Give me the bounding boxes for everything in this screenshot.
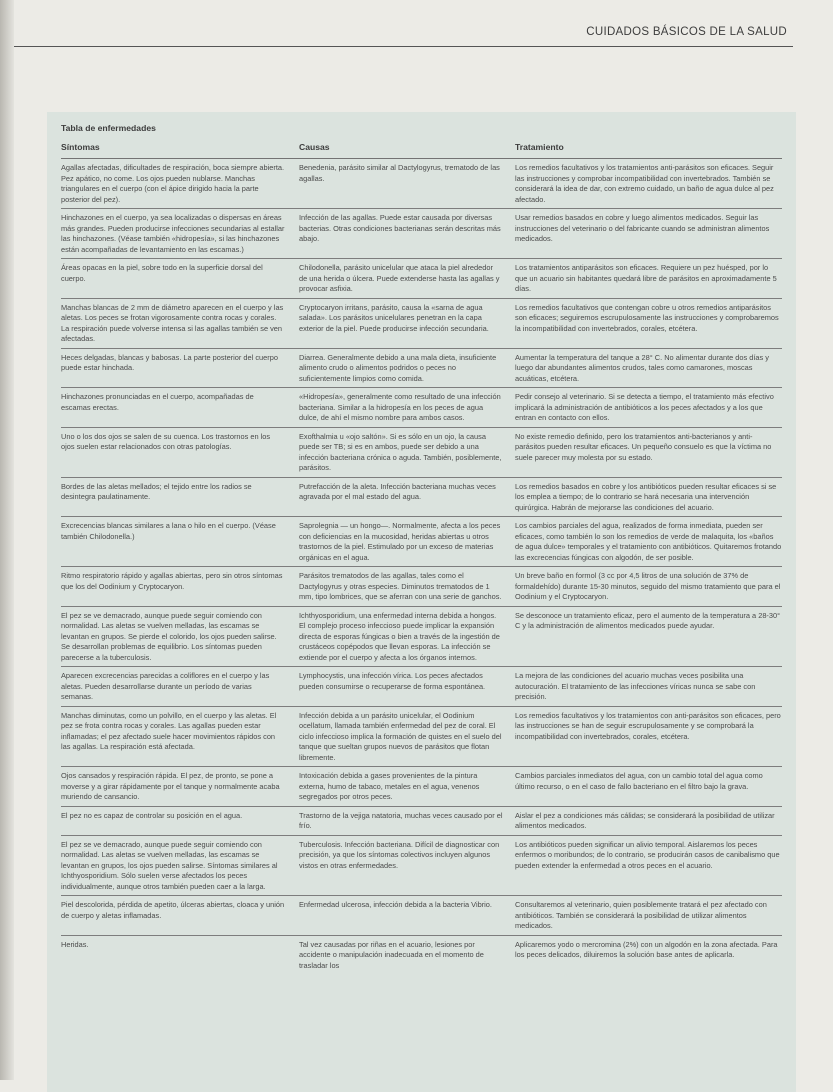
table-header-row [61,142,782,159]
table-row [61,936,782,975]
table-row [61,428,782,478]
treatment-cell: Consultaremos al veterinario, quien posiblemente tratará el pez afectado con antibióticos. También se considerará la posibilidad de utilizar alimentos medicados. [515,900,767,930]
symptom-cell: El pez no es capaz de controlar su posición en el agua. [61,810,243,820]
symptom-cell: Manchas diminutas, como un polvillo, en el cuerpo y las aletas. El pez se frota contra rocas y corales. Las agallas pueden estar inflamadas; el pez afectado suele hacer movimientos rápidos con las agallas. La respiración está afectada. [61,710,277,751]
treatment-cell: Los remedios facultativos que contengan cobre u otros remedios antiparásitos son eficaces; seguiremos escrupulosamente las instrucciones y comprobaremos la incompatibilidad con invertebrados, corales, etcétera. [515,302,779,333]
symptom-cell: Heridas. [61,939,89,949]
table-row [61,667,782,707]
cause-cell: Tuberculosis. Infección bacteriana. Difícil de diagnosticar con precisión, ya que los síntomas colectivos incluyen algunos vistos en otras enfermedades. [299,839,500,870]
treatment-cell: Aplicaremos yodo o mercromina (2%) con un algodón en la zona afectada. Para los peces delicados, diluiremos la solución base antes de aplicarla. [515,939,778,959]
disease-table-panel [47,112,796,1092]
treatment-cell: Se desconoce un tratamiento eficaz, pero el aumento de la temperatura a 28-30° C y la administración de alimentos medicados puede ayudar. [515,610,781,630]
treatment-cell: Un breve baño en formol (3 cc por 4,5 litros de una solución de 37% de formaldehído) durante 15-30 minutos, seguido del mismo tratamiento que para el Oodinium y el Cryptocaryon. [515,571,781,601]
treatment-cell: No existe remedio definido, pero los tratamientos anti-bacterianos y anti-parásitos pueden resultar eficaces. Un pequeño consuelo es que la víctima no suele parecer muy molesta por su estado. [515,431,772,462]
cause-cell: Diarrea. Generalmente debido a una mala dieta, insuficiente alimento crudo o alimentos podridos o peces no suficientemente limpios como comida. [299,352,497,383]
cause-cell: Infección de las agallas. Puede estar causada por diversas bacterias. Otras condiciones bacterianas serán descritas más abajo. [299,213,501,243]
table-row [61,388,782,428]
header-rule [14,46,793,47]
column-header-treatment: Tratamiento [515,142,564,152]
symptom-cell: El pez se ve demacrado, aunque puede seguir comiendo con normalidad. Las aletas se vuelven melladas, las escamas se levantan en grupos, los ojos pueden salirse. Síntomas similares al Ichthyosporidium. Sólo suelen verse afectados los peces individualmente, aunque otros también pueden caer a la larga. [61,839,278,891]
cause-cell: Exofthalmia u «ojo saltón». Si es sólo en un ojo, la causa puede ser TB; si es en ambos, puede ser debido a una infección bacteriana crónica o aguda. También, posiblemente, parásitos. [299,431,502,472]
symptom-cell: Manchas blancas de 2 mm de diámetro aparecen en el cuerpo y las aletas. Los peces se frotan vigorosamente contra rocas y corales. La respiración puede volverse intensa si las agallas también se ven afectadas. [61,302,284,343]
table-row [61,836,782,897]
table-row [61,259,782,299]
cause-cell: Cryptocaryon irritans, parásito, causa la «sarna de agua salada». Los parásitos unicelulares penetran en la capa exterior de la piel. Puede producirse infección secundaria. [299,302,489,333]
cause-cell: Tal vez causadas por riñas en el acuario, lesiones por accidente o manipulación inadecuada en el momento de trasladar los [299,939,484,970]
table-row [61,349,782,389]
treatment-cell: Pedir consejo al veterinario. Si se detecta a tiempo, el tratamiento más efectivo implicará la administración de antibióticos a los peces afectados y a los que entran en contacto con ellos. [515,392,774,422]
symptom-cell: Hinchazones en el cuerpo, ya sea localizadas o dispersas en áreas más grandes. Pueden producirse infecciones secundarias al estallar las hinchazones. (Véase también «hidropesía», si las hinchazones están acompañadas de levantamiento en las escamas.) [61,213,285,254]
treatment-cell: Usar remedios basados en cobre y luego alimentos medicados. Seguir las instrucciones del veterinario o del fabricante cuando se administran alimentos medicados. [515,213,770,243]
symptom-cell: Hinchazones pronunciadas en el cuerpo, acompañadas de escamas erectas. [61,392,254,412]
table-row [61,707,782,768]
table-title: Tabla de enfermedades [61,123,156,133]
table-row [61,478,782,518]
cause-cell: «Hidropesía», generalmente como resultado de una infección bacteriana. Similar a la hidropesía en los peces de agua dulce, de ahí el mismo nombre para ambos casos. [299,392,501,422]
cause-cell: Trastorno de la vejiga natatoria, muchas veces causado por el frío. [299,810,503,830]
column-header-causes: Causas [299,142,330,152]
symptom-cell: El pez se ve demacrado, aunque puede seguir comiendo con normalidad. Las aletas se vuelven melladas, las escamas se levantan en grupos. Se pierde el colorido, los ojos pueden salirse. Se desarrollan problemas de equilibrio. Los síntomas pueden parecerse a la tuberculosis. [61,610,277,662]
column-header-symptoms: Síntomas [61,142,100,152]
treatment-cell: Aumentar la temperatura del tanque a 28° C. No alimentar durante dos días y luego dar abundantes alimentos crudos, tales como camarones, moscas acuáticas, etcétera. [515,352,769,383]
book-binding-shadow [0,0,14,1080]
cause-cell: Ichthyosporidium, una enfermedad interna debida a hongos. El complejo proceso infeccioso puede implicar la expansión directa de esporas fúngicas o bien a través de la ingestión de crustáceos copépodos que llevan esporas. La infección se extiende por el cuerpo y afecta a los órganos internos. [299,610,500,662]
symptom-cell: Uno o los dos ojos se salen de su cuenca. Los trastornos en los ojos suelen estar relacionados con otras patologías. [61,431,271,451]
running-header: CUIDADOS BÁSICOS DE LA SALUD [586,26,787,38]
symptom-cell: Áreas opacas en la piel, sobre todo en la superficie dorsal del cuerpo. [61,263,263,283]
treatment-cell: La mejora de las condiciones del acuario muchas veces posibilita una autocuración. El tratamiento de las infecciones víricas nunca se sabe con precisión. [515,671,756,701]
symptom-cell: Agallas afectadas, dificultades de respiración, boca siempre abierta. Pez apático, no come. Los ojos pueden nublarse. Manchas triangulares en el cuerpo (con el ápice dirigido hacia la parte posterior del pez). [61,163,285,204]
treatment-cell: Los remedios basados en cobre y los antibióticos pueden resultar eficaces si se los emplea a tiempo; de lo contrario se hará necesaria una intervención quirúrgica. Habrán de mejorarse las condiciones del acuario. [515,481,777,512]
table-row [61,607,782,668]
symptom-cell: Heces delgadas, blancas y babosas. La parte posterior del cuerpo puede estar hinchada. [61,352,278,372]
cause-cell: Intoxicación debida a gases provenientes de la pintura externa, humo de tabaco, metales en el agua, venenos segregados por otros peces. [299,771,480,801]
symptom-cell: Bordes de las aletas mellados; el tejido entre los radios se desintegra paulatinamente. [61,481,252,501]
symptom-cell: Ritmo respiratorio rápido y agallas abiertas, pero sin otros síntomas que los del Oodinium y Cryptocaryon. [61,571,283,591]
table-row [61,807,782,836]
symptom-cell: Excrecencias blancas similares a lana o hilo en el cuerpo. (Véase también Chilodonella.) [61,521,276,541]
treatment-cell: Los remedios facultativos y los tratamientos con anti-parásitos son eficaces, pero las instrucciones se han de seguir escrupulosamente y se comprobará la incompatibilidad con invertebrados, corales, etcétera. [515,710,781,741]
treatment-cell: Los antibióticos pueden significar un alivio temporal. Aislaremos los peces enfermos o moribundos; de lo contrario, se producirán casos de canibalismo que pueden extender la enfermedad a otros peces en el acuario. [515,839,780,870]
table-row [61,567,782,607]
cause-cell: Enfermedad ulcerosa, infección debida a la bacteria Vibrio. [299,900,492,909]
cause-cell: Chilodonella, parásito unicelular que ataca la piel alrededor de una herida o úlcera. Puede extenderse hasta las agallas y provocar asfixia. [299,263,500,293]
cause-cell: Benedenia, parásito similar al Dactylogyrus, trematodo de las agallas. [299,163,500,183]
treatment-cell: Los cambios parciales del agua, realizados de forma inmediata, pueden ser eficaces, como también lo son los remedios de verde de malaquita, los «baños de agua dulce» temporales y el tratamiento con antibióticos. Quitaremos frotando las excrecencias fúngicas con algodón, de ser posible. [515,521,782,562]
treatment-cell: Los tratamientos antiparásitos son eficaces. Requiere un pez huésped, por lo que un acuario sin habitantes quedará libre de parásitos en aproximadamente 5 días. [515,263,777,293]
cause-cell: Parásitos trematodos de las agallas, tales como el Dactylogyrus y otras especies. Diminutos trematodos de 1 mm, tipo lombrices, que se aferran con una serie de ganchos. [299,571,502,601]
cause-cell: Putrefacción de la aleta. Infección bacteriana muchas veces agravada por el mal estado del agua. [299,481,496,501]
treatment-cell: Los remedios facultativos y los tratamientos anti-parásitos son eficaces. Seguir las instrucciones y comprobar incompatibilidad con invertebrados. También se considerará la idea de dar, con extremo cuidado, un baño de agua dulce al pez afectado. [515,163,774,204]
table-row [61,209,782,259]
table-row [61,299,782,349]
table-row [61,517,782,567]
treatment-cell: Cambios parciales inmediatos del agua, con un cambio total del agua como último recurso, o en el caso de fallo bacteriano en el filtro bajo la grava. [515,771,763,791]
cause-cell: Infección debida a un parásito unicelular, el Oodinium ocellatum, llamada también enfermedad del pez de coral. El ciclo infeccioso implica la formación de quistes en el suelo del tanque que sueltan grupos nuevos de parásitos que flotan libremente. [299,710,502,762]
table-row [61,159,782,209]
table-body [61,159,782,974]
cause-cell: Lymphocystis, una infección vírica. Los peces afectados pueden consumirse o recuperarse de forma espontánea. [299,671,486,691]
symptom-cell: Piel descolorida, pérdida de apetito, úlceras abiertas, cloaca y unión de cuerpo y aletas inflamadas. [61,900,285,920]
treatment-cell: Aislar el pez a condiciones más cálidas; se considerará la posibilidad de utilizar alimentos medicados. [515,810,775,830]
table-row [61,896,782,936]
symptom-cell: Ojos cansados y respiración rápida. El pez, de pronto, se pone a moverse y a girar rápidamente por el tanque y normalmente acaba muriendo de cansancio. [61,771,280,801]
table-row [61,767,782,807]
cause-cell: Saprolegnia — un hongo—. Normalmente, afecta a los peces con deficiencias en la mucosidad, heridas abiertas u otros trastornos de la piel. Estimulado por un exceso de materias orgánicas en el agua. [299,521,501,562]
symptom-cell: Aparecen excrecencias parecidas a coliflores en el cuerpo y las aletas. Pueden desarrollarse durante un período de varias semanas. [61,671,270,701]
